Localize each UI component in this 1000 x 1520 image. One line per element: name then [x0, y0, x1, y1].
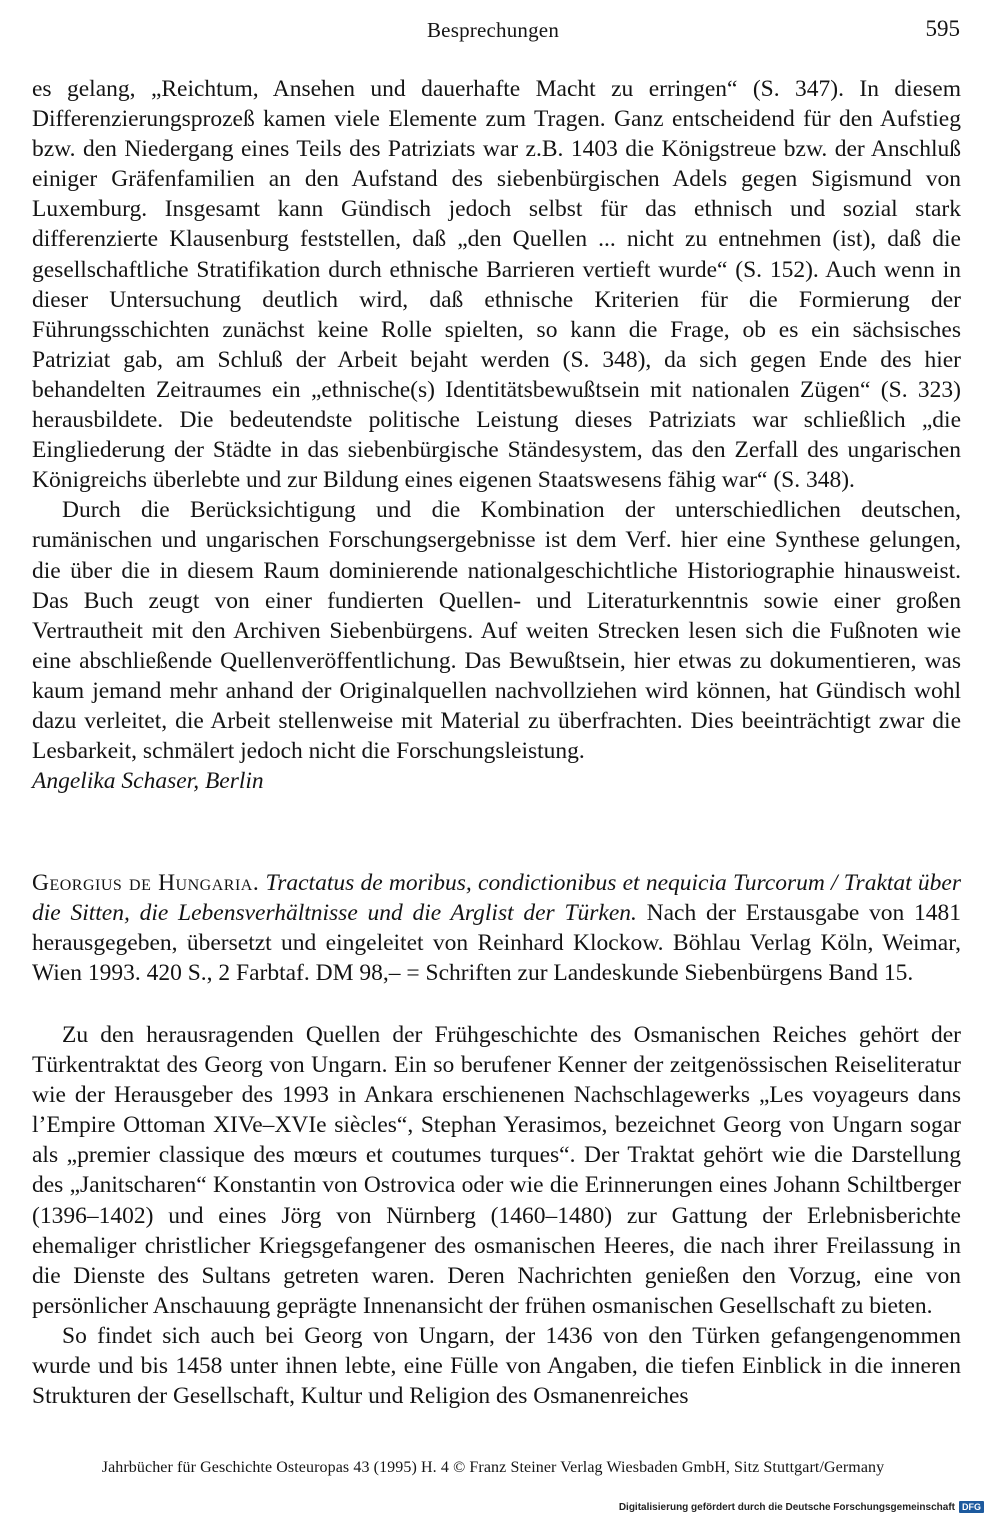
dfg-logo-icon: DFG — [959, 1501, 984, 1513]
page-number: 595 — [925, 16, 960, 41]
review-body — [32, 1020, 961, 1411]
book-author: Georgius de Hungaria. — [32, 870, 260, 896]
review-body-paragraph-2: So findet sich auch bei Georg von Ungarn, der 1436 von den Türken gefangengenommen wurde und bis 1458 unter ihnen lebte, eine Fülle von Angaben, die tiefen Einblick in die inneren Strukturen der Gesellschaft, Kultur und Religion des Osmanenreiches — [32, 1322, 961, 1410]
book-citation — [32, 868, 961, 988]
running-header: Besprechungen — [426, 18, 560, 42]
book-details: Nach der Erstausgabe von 1481 herausgegeben, übersetzt und eingeleitet von Reinhard Klockow. Böhlau Verlag Köln, Weimar, Wien 1993. 420 S., 2 Farbtaf. DM 98,– = Schriften zur Landeskunde Siebenbürgens Band 15. — [32, 900, 962, 987]
review-body-paragraph-1: Zu den herausragenden Quellen der Frühgeschichte des Osmanischen Reiches gehört der Türkentraktat des Georg von Ungarn. Ein so berufener Kenner der zeitgenössischen Reiseliteratur wie der Herausgeber des 1993 in Ankara erschienenen Nachschlagewerks „Les voyageurs dans l’Empire Ottoman XIVe–XVIe siècles“, Stephan Yerasimos, bezeichnet Georg von Ungarn sogar als „premier classique des mœurs et coutumes turques“. Der Traktat gehört wie die Darstellung des „Janitscharen“ Konstantin von Ostrovica oder wie die Erinnerungen eines Johann Schiltberger (1396–1402) und eines Jörg von Nürnberg (1460–1480) zur Gattung der Erlebnisberichte ehemaliger christlicher Kriegsgefangener des osmanischen Heeres, die nach ihrer Freilassung in die Dienste des Sultans getreten waren. Deren Nachrichten genießen den Vorzug, eine von persönlicher Anschauung geprägte Innenansicht der frühen osmanischen Gesellschaft zu bieten. — [32, 1022, 961, 1319]
book-title: Tractatus de moribus, condictionibus et nequicia Turcorum / Traktat über die Sitten, die Lebensverhältnisse und die Arglist der Türken. — [32, 870, 961, 927]
journal-footer: Jahrbücher für Geschichte Osteuropas 43 (1995) H. 4 © Franz Steiner Verlag Wiesbaden GmbH, Sitz Stuttgart/Germany — [101, 1459, 885, 1476]
book-citation-text — [32, 868, 961, 988]
review-paragraph-2: Durch die Berücksichtigung und die Kombination der unterschiedlichen deutschen, rumänischen und ungarischen Forschungsergebnisse ist dem Verf. hier eine Synthese gelungen, die über die in diesem Raum dominierende nationalgeschichtliche Historiographie hinausweist. Das Buch zeugt von einer fundierten Quellen- und Literaturkenntnis sowie einer großen Vertrautheit mit den Archiven Siebenbürgens. Auf weiten Strecken lesen sich die Fußnoten wie eine abschließende Quellenveröffentlichung. Das Bewußtsein, hier etwas zu dokumentieren, was kaum jemand mehr anhand der Originalquellen nachvollziehen wird können, hat Gündisch wohl dazu verleitet, die Arbeit stellenweise mit Material zu überfrachten. Dies beeinträchtigt zwar die Lesbarkeit, schmälert jedoch nicht die Forschungsleistung. — [32, 497, 961, 765]
review-continuation — [32, 74, 961, 796]
reviewer-signature: Angelika Schaser, Berlin — [32, 768, 264, 795]
dfg-notice — [619, 1501, 984, 1513]
dfg-notice-text: Digitalisierung gefördert durch die Deutsche Forschungsgemeinschaft — [618, 1501, 955, 1513]
review-paragraph-1: es gelang, „Reichtum, Ansehen und dauerhafte Macht zu erringen“ (S. 347). In diesem Differenzierungsprozeß kamen viele Elemente zum Tragen. Ganz entscheidend für den Aufstieg bzw. den Niedergang eines Teils des Patriziats war z.B. 1403 die Königstreue bzw. der Anschluß einiger Gräfenfamilien an den Aufstand des siebenbürgischen Adels gegen Sigismund von Luxemburg. Insgesamt kann Gündisch jedoch selbst für das ethnisch und sozial stark differenzierte Klausenburg feststellen, daß „den Quellen ... nicht zu entnehmen (ist), daß die gesellschaftliche Stratifikation durch ethnische Barrieren vertieft wurde“ (S. 152). Auch wenn in dieser Untersuchung deutlich wird, daß ethnische Kriterien für die Formierung der Führungsschichten zunächst keine Rolle spielten, so kann die Frage, ob es ein sächsisches Patriziat gab, am Schluß der Arbeit bejaht werden (S. 348), da sich gegen Ende des hier behandelten Zeitraumes ein „ethnische(s) Identitätsbewußtsein mit nationalen Zügen“ (S. 323) herausbildete. Die bedeutendste politische Leistung dieses Patriziats war schließlich „die Eingliederung der Städte in das siebenbürgische Ständesystem, das den Zerfall des ungarischen Königreichs überlebte und zur Bildung eines eigenen Staatswesens fähig war“ (S. 348). — [32, 76, 961, 494]
